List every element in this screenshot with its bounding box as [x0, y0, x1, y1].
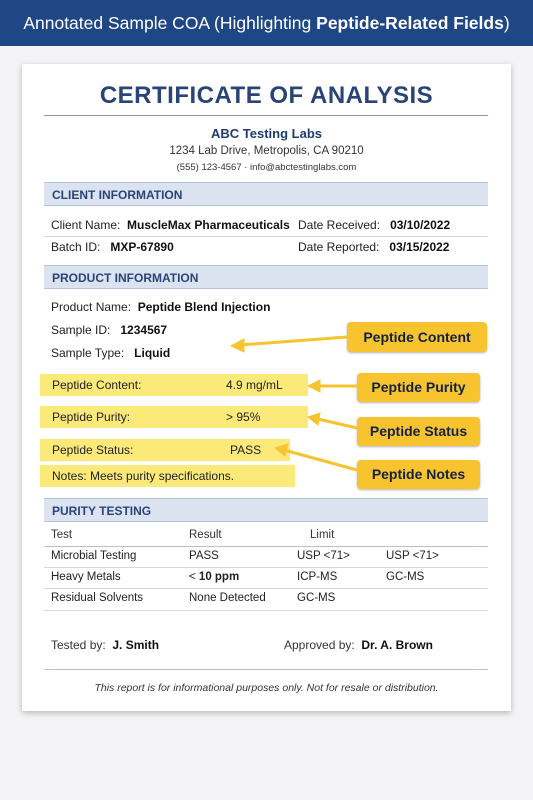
disclaimer-footer: This report is for informational purposes only. Not for resale or distribution. — [94, 682, 439, 694]
row3-limit1: GC-MS — [297, 592, 336, 604]
product-name-row — [51, 300, 270, 314]
row1-limit2: USP <71> — [386, 550, 439, 562]
callout-peptide-status: Peptide Status — [357, 417, 480, 446]
row1-limit1: USP <71> — [297, 550, 350, 562]
row2-limit2: GC-MS — [386, 571, 425, 583]
tested-by-label: Tested by: — [51, 638, 106, 652]
sample-type-row — [51, 346, 170, 360]
peptide-status-value: PASS — [230, 443, 262, 457]
sample-type-value: Liquid — [134, 346, 171, 360]
row-divider — [44, 588, 488, 589]
peptide-notes-text: Notes: Meets purity specifications. — [52, 469, 235, 483]
row2-result — [189, 571, 239, 583]
row2-result-value: 10 ppm — [198, 571, 240, 583]
product-name-value: Peptide Blend Injection — [137, 300, 271, 314]
header-banner — [0, 0, 533, 46]
date-received-label: Date Received: — [298, 218, 381, 232]
approved-by — [284, 638, 433, 652]
row2-test: Heavy Metals — [51, 571, 121, 583]
footer-divider — [44, 669, 488, 670]
batch-id-label: Batch ID: — [51, 240, 101, 254]
peptide-status-highlight — [40, 439, 290, 461]
product-info-header: PRODUCT INFORMATION — [44, 265, 488, 289]
date-reported-value: 03/15/2022 — [389, 240, 450, 254]
sample-id-value: 1234567 — [120, 323, 168, 337]
lab-name: ABC Testing Labs — [211, 126, 322, 141]
callout-peptide-purity: Peptide Purity — [357, 373, 480, 402]
date-received-row — [298, 218, 450, 232]
row1-test: Microbial Testing — [51, 550, 137, 562]
banner-text-4: ) — [503, 13, 510, 33]
banner-text-2: Highlighting — [219, 13, 317, 33]
purity-testing-header: PURITY TESTING — [44, 498, 488, 522]
row3-test: Residual Solvents — [51, 592, 144, 604]
lab-address: 1234 Lab Drive, Metropolis, CA 90210 — [169, 145, 364, 157]
date-received-value: 03/10/2022 — [390, 218, 451, 232]
lab-contact: (555) 123-4567 · info@abctestinglabs.com — [176, 162, 357, 173]
table-bottom-divider — [44, 610, 488, 611]
callout-peptide-content: Peptide Content — [347, 322, 487, 352]
col-header-test: Test — [51, 529, 73, 541]
tested-by-value: J. Smith — [112, 638, 160, 652]
row2-result-prefix: < — [189, 571, 199, 583]
product-name-label: Product Name: — [51, 300, 132, 314]
approved-by-value: Dr. A. Brown — [361, 638, 433, 652]
row-divider — [44, 236, 488, 237]
client-name-row — [51, 218, 290, 232]
client-info-header: CLIENT INFORMATION — [44, 182, 488, 206]
peptide-content-highlight — [40, 374, 308, 396]
peptide-purity-value: > 95% — [226, 410, 261, 424]
peptide-content-label: Peptide Content: — [52, 378, 142, 392]
table-header-divider — [44, 546, 488, 547]
date-reported-row — [298, 240, 449, 254]
approved-by-label: Approved by: — [284, 638, 355, 652]
peptide-status-label: Peptide Status: — [52, 443, 134, 457]
peptide-purity-label: Peptide Purity: — [52, 410, 131, 424]
row2-limit1: ICP-MS — [297, 571, 338, 583]
callout-peptide-notes: Peptide Notes — [357, 460, 480, 489]
date-reported-label: Date Reported: — [298, 240, 380, 254]
tested-by — [51, 638, 159, 652]
sample-id-label: Sample ID: — [51, 323, 111, 337]
client-name-value: MuscleMax Pharmaceuticals — [127, 218, 290, 232]
certificate-title: CERTIFICATE OF ANALYSIS — [99, 82, 434, 109]
client-name-label: Client Name: — [51, 218, 121, 232]
title-divider — [44, 115, 488, 116]
row3-result: None Detected — [189, 592, 266, 604]
batch-id-value: MXP-67890 — [110, 240, 174, 254]
peptide-content-value: 4.9 mg/mL — [226, 378, 283, 392]
banner-text-1: Annotated Sample COA ( — [23, 13, 220, 33]
col-header-result: Result — [189, 529, 222, 541]
peptide-notes-highlight — [40, 465, 295, 487]
peptide-purity-highlight — [40, 406, 308, 428]
col-header-limit: Limit — [310, 529, 335, 541]
banner-text-3: Peptide-Related Fields — [316, 13, 504, 33]
row1-result: PASS — [189, 550, 219, 562]
sample-type-label: Sample Type: — [51, 346, 125, 360]
batch-id-row — [51, 240, 174, 254]
row-divider — [44, 567, 488, 568]
sample-id-row — [51, 323, 167, 337]
